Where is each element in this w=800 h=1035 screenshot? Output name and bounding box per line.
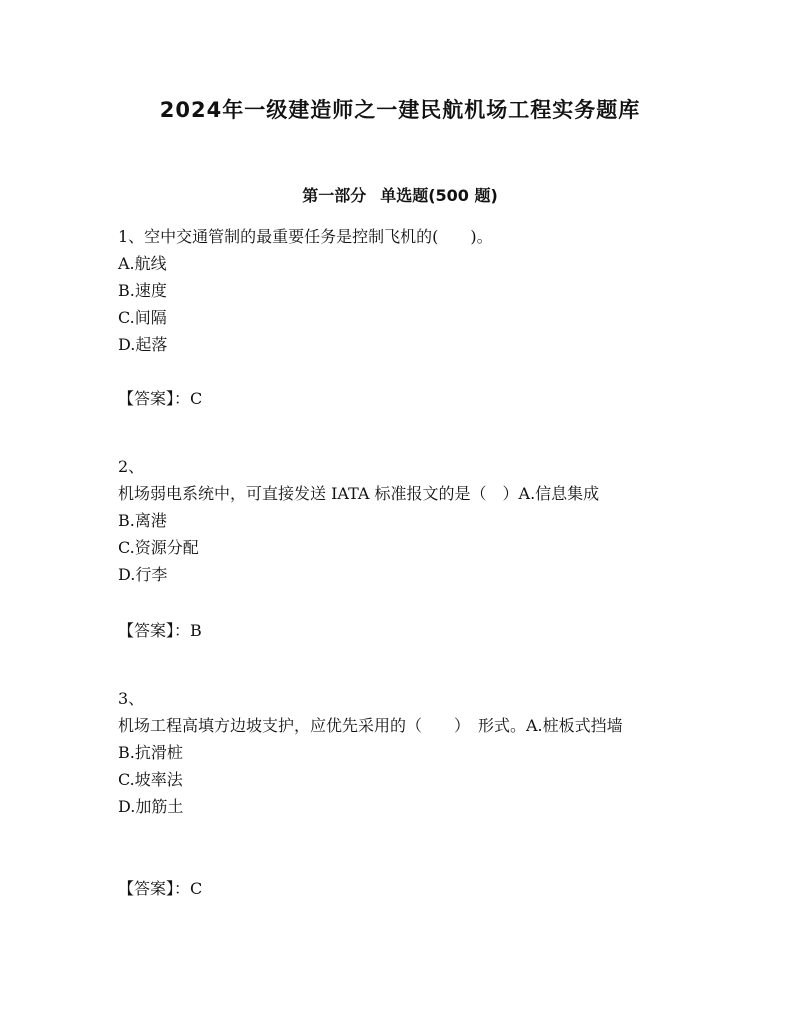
question-stem: 机场工程高填方边坡支护，应优先采用的（ ） 形式。A.桩板式挡墙 [118, 716, 623, 735]
answer-value: B [190, 621, 202, 640]
option-b: B.抗滑桩 [118, 743, 183, 762]
option-d: D.加筋土 [118, 797, 184, 816]
answer-1 [118, 385, 202, 412]
question-2 [118, 453, 698, 588]
answer-2 [118, 617, 202, 644]
option-a: A.航线 [118, 254, 167, 273]
option-c: C.资源分配 [118, 538, 199, 557]
question-1 [118, 223, 698, 358]
option-c: C.坡率法 [118, 770, 183, 789]
question-3 [118, 685, 698, 820]
question-stem: 机场弱电系统中，可直接发送 IATA 标准报文的是（ ）A.信息集成 [118, 484, 600, 503]
document-title: 2024年一级建造师之一建民航机场工程实务题库 [159, 98, 641, 122]
answer-value: C [190, 879, 203, 898]
question-stem: 1、空中交通管制的最重要任务是控制飞机的( )。 [118, 227, 493, 246]
answer-label: 【答案】： [118, 389, 191, 408]
option-b: B.速度 [118, 281, 167, 300]
question-number: 3、 [118, 689, 145, 708]
answer-3 [118, 875, 202, 902]
option-b: B.离港 [118, 511, 167, 530]
section-part: 第一部分 [302, 186, 367, 205]
section-name: 单选题(500 题) [380, 186, 498, 205]
option-c: C.间隔 [118, 308, 167, 327]
question-number: 2、 [118, 457, 145, 476]
option-d: D.行李 [118, 565, 168, 584]
answer-value: C [190, 389, 203, 408]
option-d: D.起落 [118, 335, 168, 354]
answer-label: 【答案】： [118, 879, 191, 898]
answer-label: 【答案】： [118, 621, 191, 640]
section-heading [0, 183, 800, 206]
